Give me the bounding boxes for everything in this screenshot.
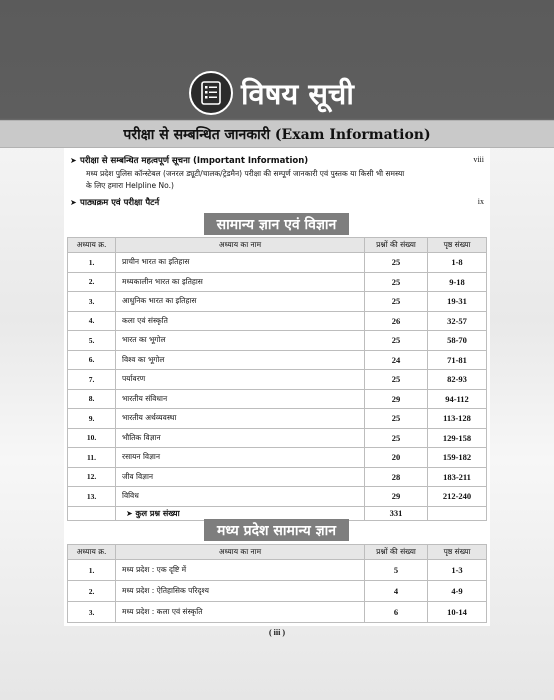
col-header-pages: पृष्ठ संख्या <box>428 238 487 253</box>
table-row[interactable] <box>68 581 487 602</box>
info-item-title: परीक्षा से सम्बन्धित महत्वपूर्ण सूचना (Important Information) <box>80 156 309 166</box>
question-count: 26 <box>365 311 428 331</box>
table-row[interactable] <box>68 311 487 331</box>
chapter-no: 9. <box>68 409 116 429</box>
chapter-table-gk-science <box>67 237 487 521</box>
page-range: 9-18 <box>428 272 487 292</box>
col-header-name: अध्याय का नाम <box>116 238 365 253</box>
arrow-right-icon: ➤ <box>70 156 77 165</box>
page-range: 32-57 <box>428 311 487 331</box>
page-range: 58-70 <box>428 331 487 351</box>
chapter-name: आधुनिक भारत का इतिहास <box>116 292 365 312</box>
chapter-no: 11. <box>68 448 116 468</box>
total-empty-cell <box>428 506 487 520</box>
table-row[interactable] <box>68 602 487 623</box>
table-row[interactable] <box>68 487 487 507</box>
chapter-name: पर्यावरण <box>116 370 365 390</box>
arrow-right-icon: ➤ <box>70 198 77 207</box>
exam-info-band: परीक्षा से सम्बन्धित जानकारी (Exam Information) <box>0 120 554 148</box>
page-range: 71-81 <box>428 350 487 370</box>
info-item-page: viii <box>473 155 484 164</box>
total-row <box>68 506 487 520</box>
chapter-name: भौतिक विज्ञान <box>116 428 365 448</box>
page-range: 1-8 <box>428 253 487 273</box>
page-header <box>189 71 354 115</box>
table-row[interactable] <box>68 272 487 292</box>
total-label: कुल प्रश्न संख्या <box>135 508 180 518</box>
question-count: 25 <box>365 272 428 292</box>
question-count: 6 <box>365 602 428 623</box>
chapter-no: 5. <box>68 331 116 351</box>
table-row[interactable] <box>68 370 487 390</box>
question-count: 25 <box>365 292 428 312</box>
table-row[interactable] <box>68 350 487 370</box>
info-item-syllabus[interactable] <box>70 197 159 209</box>
question-count: 28 <box>365 467 428 487</box>
question-count: 25 <box>365 428 428 448</box>
chapter-name: मध्य प्रदेश : कला एवं संस्कृति <box>116 602 365 623</box>
page-range: 159-182 <box>428 448 487 468</box>
page-range: 4-9 <box>428 581 487 602</box>
total-value: 331 <box>365 506 428 520</box>
question-count: 20 <box>365 448 428 468</box>
page-range: 113-128 <box>428 409 487 429</box>
table-row[interactable] <box>68 409 487 429</box>
chapter-no: 2. <box>68 581 116 602</box>
total-label-cell <box>116 506 365 520</box>
chapter-no: 3. <box>68 602 116 623</box>
page-range: 183-211 <box>428 467 487 487</box>
chapter-no: 8. <box>68 389 116 409</box>
question-count: 25 <box>365 370 428 390</box>
arrow-right-icon: ➤ <box>126 508 133 518</box>
chapter-no: 7. <box>68 370 116 390</box>
page-range: 94-112 <box>428 389 487 409</box>
table-row[interactable] <box>68 292 487 312</box>
chapter-name: भारतीय संविधान <box>116 389 365 409</box>
col-header-pages: पृष्ठ संख्या <box>428 545 487 560</box>
question-count: 29 <box>365 487 428 507</box>
chapter-name: भारत का भूगोल <box>116 331 365 351</box>
question-count: 29 <box>365 389 428 409</box>
page-number: ( iii ) <box>269 628 285 637</box>
page-range: 82-93 <box>428 370 487 390</box>
chapter-no: 2. <box>68 272 116 292</box>
chapter-name: विश्व का भूगोल <box>116 350 365 370</box>
table-row[interactable] <box>68 253 487 273</box>
chapter-name: विविध <box>116 487 365 507</box>
table-row[interactable] <box>68 448 487 468</box>
chapter-no: 1. <box>68 253 116 273</box>
chapter-name: मध्य प्रदेश : ऐतिहासिक परिदृश्य <box>116 581 365 602</box>
total-empty-cell <box>68 506 116 520</box>
chapter-name: प्राचीन भारत का इतिहास <box>116 253 365 273</box>
table-row[interactable] <box>68 389 487 409</box>
page-range: 129-158 <box>428 428 487 448</box>
page-range: 212-240 <box>428 487 487 507</box>
question-count: 25 <box>365 331 428 351</box>
chapter-name: भारतीय अर्थव्यवस्था <box>116 409 365 429</box>
question-count: 24 <box>365 350 428 370</box>
col-header-no: अध्याय क्र. <box>68 238 116 253</box>
chapter-no: 3. <box>68 292 116 312</box>
table-row[interactable] <box>68 560 487 581</box>
info-item-title: पाठ्यक्रम एवं परीक्षा पैटर्न <box>80 198 160 208</box>
chapter-name: जीव विज्ञान <box>116 467 365 487</box>
book-list-icon <box>189 71 233 115</box>
table-row[interactable] <box>68 428 487 448</box>
info-item-page: ix <box>477 197 484 206</box>
info-item-desc-1: मध्य प्रदेश पुलिस कॉन्स्टेबल (जनरल ड्यूटी/चालक/ट्रेडमैन) परीक्षा की सम्पूर्ण जानकारी एवं पुस्तक या किसी भी समस्या <box>86 169 405 178</box>
col-header-count: प्रश्नों की संख्या <box>365 545 428 560</box>
table-header-row <box>68 238 487 253</box>
section-title-gk-science: सामान्य ज्ञान एवं विज्ञान <box>204 213 349 235</box>
col-header-count: प्रश्नों की संख्या <box>365 238 428 253</box>
chapter-name: मध्य प्रदेश : एक दृष्टि में <box>116 560 365 581</box>
info-item-important[interactable] <box>70 155 308 167</box>
page-range: 1-3 <box>428 560 487 581</box>
info-item-desc-2: के लिए हमारा Helpline No.) <box>86 181 174 190</box>
question-count: 4 <box>365 581 428 602</box>
question-count: 5 <box>365 560 428 581</box>
table-row[interactable] <box>68 331 487 351</box>
chapter-no: 10. <box>68 428 116 448</box>
chapter-name: कला एवं संस्कृति <box>116 311 365 331</box>
page-title: विषय सूची <box>241 76 354 111</box>
chapter-no: 12. <box>68 467 116 487</box>
page-range: 10-14 <box>428 602 487 623</box>
chapter-no: 6. <box>68 350 116 370</box>
chapter-name: रसायन विज्ञान <box>116 448 365 468</box>
chapter-no: 13. <box>68 487 116 507</box>
col-header-name: अध्याय का नाम <box>116 545 365 560</box>
col-header-no: अध्याय क्र. <box>68 545 116 560</box>
section-title-mp-gk: मध्य प्रदेश सामान्य ज्ञान <box>204 519 349 541</box>
chapter-table-mp-gk <box>67 544 487 623</box>
question-count: 25 <box>365 253 428 273</box>
chapter-name: मध्यकालीन भारत का इतिहास <box>116 272 365 292</box>
page-range: 19-31 <box>428 292 487 312</box>
chapter-no: 4. <box>68 311 116 331</box>
table-row[interactable] <box>68 467 487 487</box>
table-header-row <box>68 545 487 560</box>
chapter-no: 1. <box>68 560 116 581</box>
question-count: 25 <box>365 409 428 429</box>
